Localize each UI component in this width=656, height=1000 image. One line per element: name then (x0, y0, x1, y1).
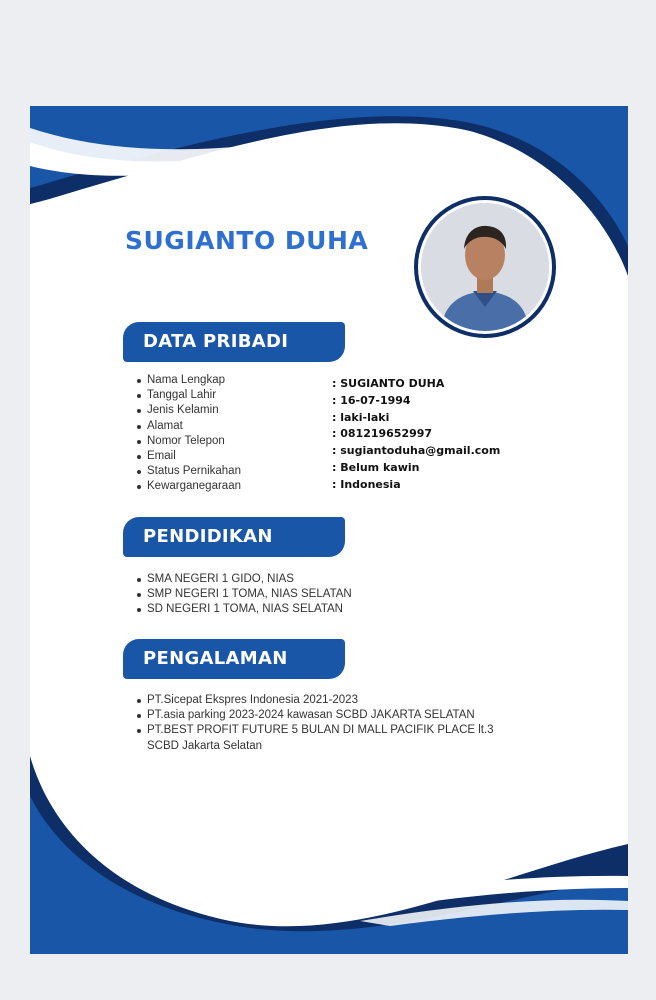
gender-value: : laki-laki (332, 410, 390, 424)
candidate-name: SUGIANTO DUHA (125, 226, 369, 255)
list-item: Kewarganegaraan (136, 479, 241, 494)
list-item: PT.asia parking 2023-2024 kawasan SCBD JAKARTA SELATAN (136, 708, 506, 723)
nationality-value: : Indonesia (332, 477, 401, 491)
section-header-data-pribadi: DATA PRIBADI (123, 322, 345, 362)
list-item: Tanggal Lahir (136, 388, 241, 403)
list-item: Email (136, 449, 241, 464)
list-item: SMA NEGERI 1 GIDO, NIAS (136, 572, 352, 587)
person-avatar-icon (421, 203, 549, 331)
list-item: Status Pernikahan (136, 464, 241, 479)
section-header-pendidikan: PENDIDIKAN (123, 517, 345, 557)
list-item: Jenis Kelamin (136, 403, 241, 418)
education-list (136, 572, 352, 618)
list-item: Alamat (136, 419, 241, 434)
list-item: PT.BEST PROFIT FUTURE 5 BULAN DI MALL PACIFIK PLACE lt.3 SCBD Jakarta Selatan (136, 723, 506, 753)
list-item: Nomor Telepon (136, 434, 241, 449)
list-item: SMP NEGERI 1 TOMA, NIAS SELATAN (136, 587, 352, 602)
personal-data-values (332, 376, 500, 494)
email-value: : sugiantoduha@gmail.com (332, 444, 501, 458)
avatar (421, 203, 549, 331)
birth-date-value: : 16-07-1994 (332, 393, 411, 407)
cv-page (30, 106, 628, 954)
personal-data-labels (136, 373, 241, 495)
list-item: SD NEGERI 1 TOMA, NIAS SELATAN (136, 602, 352, 617)
list-item: PT.Sicepat Ekspres Indonesia 2021-2023 (136, 693, 506, 708)
section-header-pengalaman: PENGALAMAN (123, 639, 345, 679)
full-name-value: : SUGIANTO DUHA (332, 377, 445, 390)
list-item: Nama Lengkap (136, 373, 241, 388)
phone-value: : 081219652997 (332, 427, 433, 441)
experience-list (136, 693, 506, 754)
profile-photo (414, 196, 556, 338)
marital-status-value: : Belum kawin (332, 460, 420, 474)
